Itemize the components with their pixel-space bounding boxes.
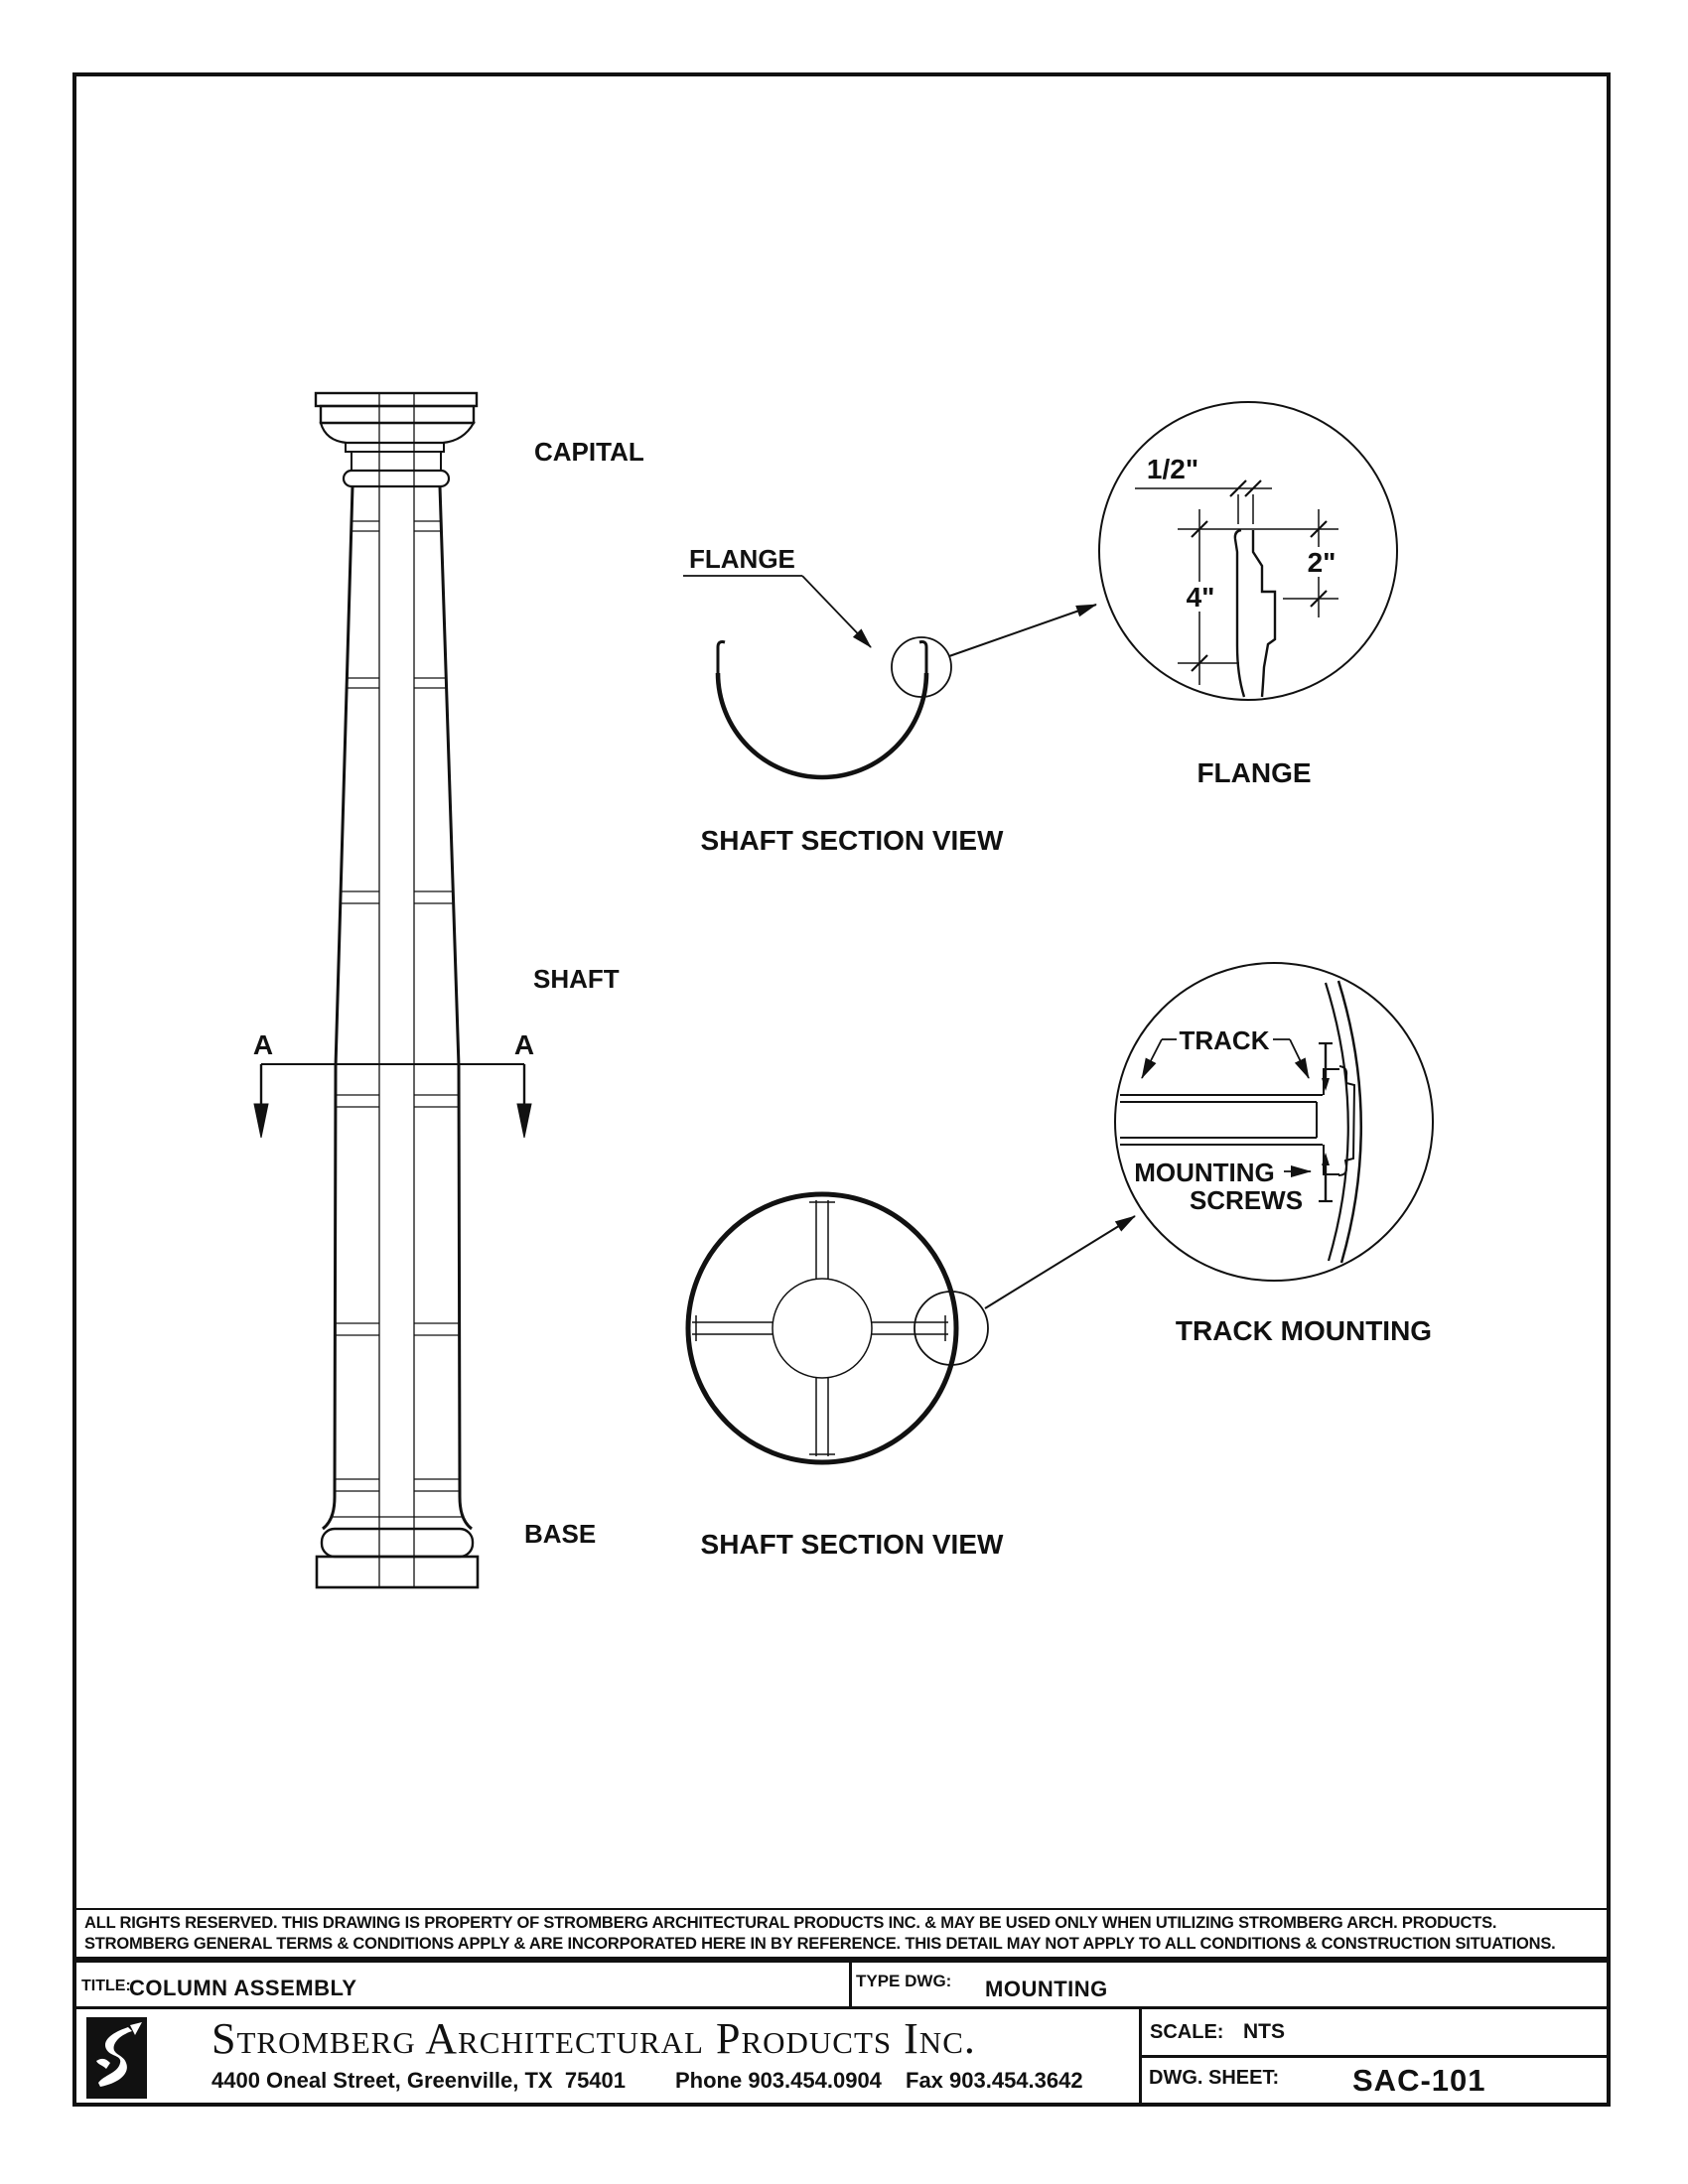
flange-dim-width: 1/2" <box>1146 454 1199 484</box>
track-detail-title: TRACK MOUNTING <box>1175 1315 1433 1346</box>
top-section-view <box>718 605 1096 777</box>
svg-text:FLANGE: FLANGE <box>689 544 795 574</box>
track-channel <box>1120 1095 1323 1145</box>
bottom-section-view <box>688 1194 1135 1462</box>
track-label: TRACK <box>1179 1025 1270 1055</box>
shaft-label: SHAFT <box>533 964 620 994</box>
title-row-bottom-line <box>72 2006 1611 2009</box>
legal-box-bottom-line <box>72 1957 1611 1963</box>
track-mounting-detail <box>1115 963 1433 1281</box>
company-fax: Fax 903.454.3642 <box>906 2068 1083 2093</box>
mounting-screw-top <box>1319 1043 1333 1091</box>
mounting-label: MOUNTING <box>1134 1158 1275 1187</box>
screws-label: SCREWS <box>1189 1185 1304 1215</box>
mounting-screw-bottom <box>1319 1153 1333 1201</box>
type-dwg-label: TYPE DWG: <box>856 1972 952 1990</box>
bottom-row-divider <box>1139 2009 1142 2107</box>
top-section-caption: SHAFT SECTION VIEW <box>700 825 1004 856</box>
shaft-bands <box>335 521 460 1491</box>
company-phone: Phone 903.454.0904 <box>675 2068 882 2093</box>
flange-detail-title: FLANGE <box>1196 757 1312 788</box>
legal-line-2: STROMBERG GENERAL TERMS & CONDITIONS APPLY & ARE INCORPORATED HERE IN BY REFERENCE. THIS DETAIL MAY NOT APPLY TO ALL CONDITIONS & CONSTRUCTION SITUATIONS. <box>84 1935 1556 1953</box>
title-value: COLUMN ASSEMBLY <box>129 1976 357 2000</box>
scale-value: NTS <box>1243 2020 1285 2043</box>
legal-box-top-line <box>72 1908 1611 1910</box>
title-row-divider <box>849 1963 852 2007</box>
column-elevation <box>316 393 478 1587</box>
scale-sheet-split-line <box>1139 2055 1611 2058</box>
base-label: BASE <box>524 1519 597 1549</box>
flange-dim-height: 4" <box>1186 582 1215 613</box>
section-marker-a-left: A <box>252 1029 274 1060</box>
capital-label: CAPITAL <box>534 437 644 467</box>
scale-label: SCALE: <box>1150 2021 1224 2043</box>
section-cut-line <box>254 1064 531 1138</box>
company-address: 4400 Oneal Street, Greenville, TX 75401 <box>211 2068 627 2093</box>
dwg-sheet-value: SAC-101 <box>1352 2063 1486 2098</box>
title-label: TITLE: <box>81 1978 131 1994</box>
section-tracks <box>692 1200 948 1456</box>
company-name: Stromberg Architectural Products Inc. <box>211 2014 976 2063</box>
legal-line-1: ALL RIGHTS RESERVED. THIS DRAWING IS PROPERTY OF STROMBERG ARCHITECTURAL PRODUCTS INC. & MAY BE USED ONLY WHEN UTILIZING STROMBERG ARCH. PRODUCTS. <box>84 1914 1497 1932</box>
type-dwg-value: MOUNTING <box>985 1977 1108 2001</box>
flange-dim-lip: 2" <box>1307 547 1336 578</box>
section-marker-a-right: A <box>513 1029 535 1060</box>
stromberg-logo <box>86 2017 147 2099</box>
flange-callout <box>683 544 871 647</box>
dwg-sheet-label: DWG. SHEET: <box>1149 2067 1280 2089</box>
flange-detail <box>1099 402 1397 700</box>
bottom-section-caption: SHAFT SECTION VIEW <box>700 1529 1004 1560</box>
